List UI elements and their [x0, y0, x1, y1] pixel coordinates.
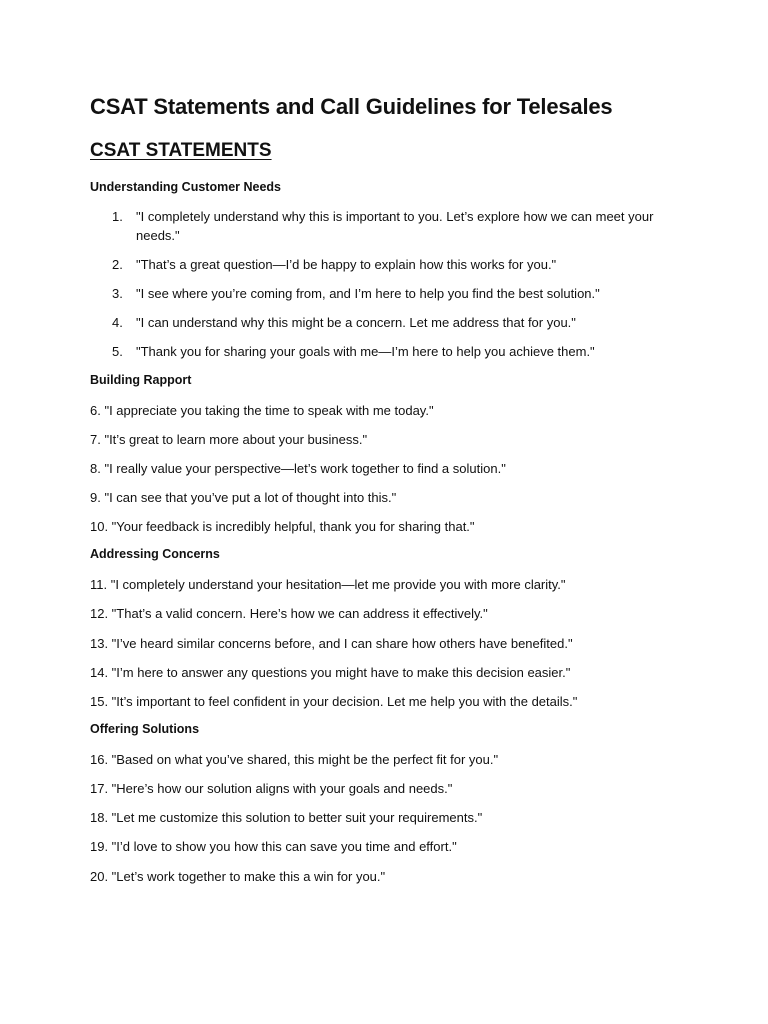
list-item: 13. "I’ve heard similar concerns before, and I can share how others have benefited." — [90, 636, 573, 651]
subheading-offering-solutions: Offering Solutions — [90, 722, 200, 736]
list-text: "I completely understand why this is important to you. Let’s explore how we can meet your needs." — [136, 209, 654, 243]
list-number: 5. — [112, 344, 123, 359]
list-item: 19. "I’d love to show you how this can save you time and effort." — [90, 839, 457, 854]
list-item: 7. "It’s great to learn more about your business." — [90, 432, 368, 447]
list-number: 3. — [112, 286, 123, 301]
list-item: 17. "Here’s how our solution aligns with your goals and needs." — [90, 781, 453, 796]
list-item: 10. "Your feedback is incredibly helpful, thank you for sharing that." — [90, 519, 475, 534]
list-text: "I see where you’re coming from, and I’m here to help you find the best solution." — [136, 286, 600, 301]
document-title: CSAT Statements and Call Guidelines for Telesales — [90, 94, 613, 119]
section-heading: CSAT STATEMENTS — [90, 140, 272, 161]
subheading-addressing-concerns: Addressing Concerns — [90, 547, 220, 561]
list-item: 9. "I can see that you’ve put a lot of thought into this." — [90, 490, 397, 505]
list-text: "That’s a great question—I’d be happy to explain how this works for you." — [136, 257, 557, 272]
list-number: 1. — [112, 209, 123, 224]
list-item: 18. "Let me customize this solution to better suit your requirements." — [90, 810, 483, 825]
list-number: 4. — [112, 315, 123, 330]
list-item: 6. "I appreciate you taking the time to speak with me today." — [90, 403, 434, 418]
subheading-understanding-customer-needs: Understanding Customer Needs — [90, 180, 282, 194]
list-number: 2. — [112, 257, 123, 272]
list-item: 16. "Based on what you’ve shared, this might be the perfect fit for you." — [90, 752, 499, 767]
list-item: 11. "I completely understand your hesitation—let me provide you with more clarity." — [90, 577, 566, 592]
list-text: "Thank you for sharing your goals with me—I’m here to help you achieve them." — [136, 344, 595, 359]
list-item: 20. "Let’s work together to make this a win for you." — [90, 869, 386, 884]
list-item: 12. "That’s a valid concern. Here’s how we can address it effectively." — [90, 606, 488, 621]
list-item: 14. "I’m here to answer any questions you might have to make this decision easier." — [90, 665, 571, 680]
list-item: 8. "I really value your perspective—let’s work together to find a solution." — [90, 461, 506, 476]
subheading-building-rapport: Building Rapport — [90, 373, 192, 387]
list-item: 15. "It’s important to feel confident in your decision. Let me help you with the details." — [90, 694, 578, 709]
list-text: "I can understand why this might be a concern. Let me address that for you." — [136, 315, 576, 330]
